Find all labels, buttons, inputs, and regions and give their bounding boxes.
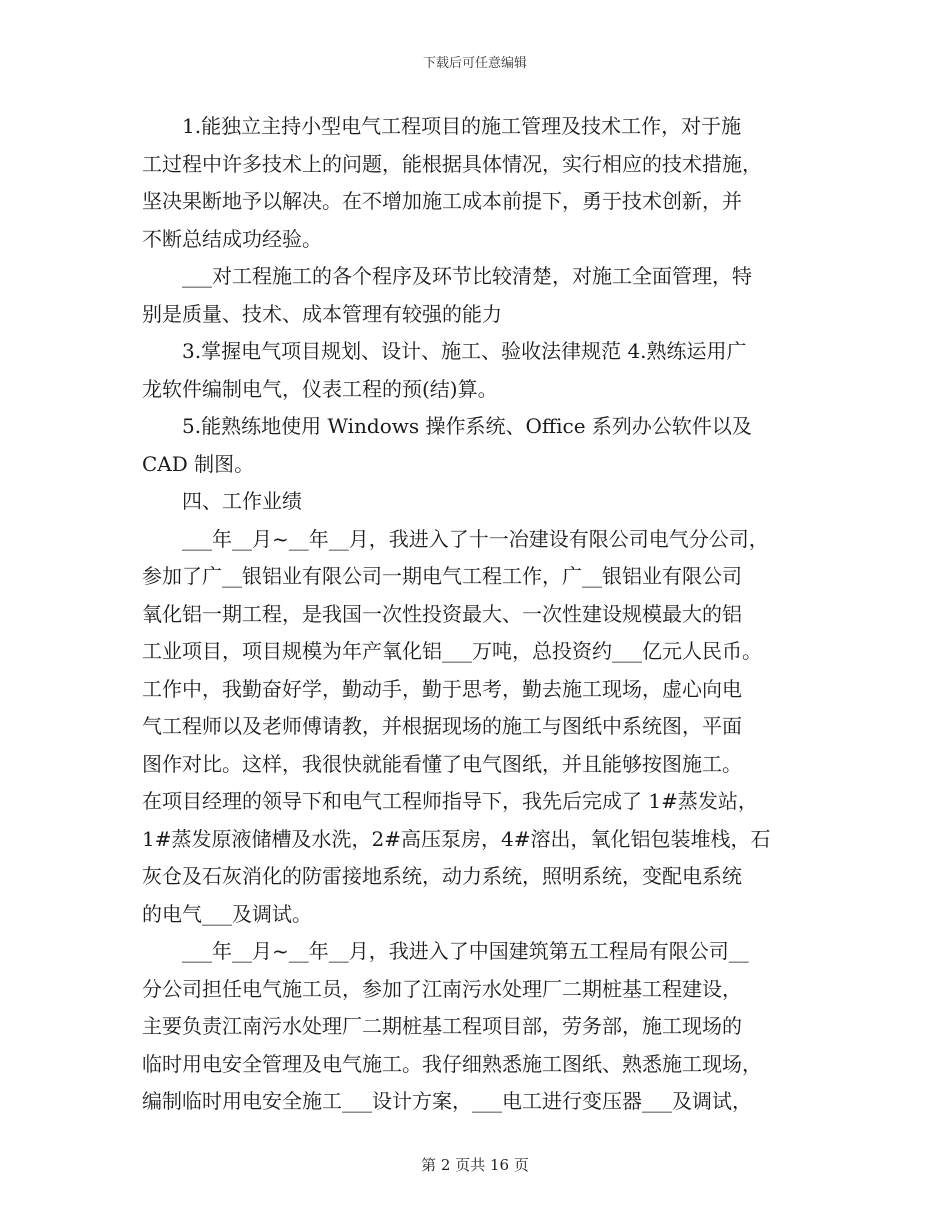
text-line: 龙软件编制电气，仪表工程的预(结)算。 bbox=[142, 376, 498, 401]
text-line: 图作对比。这样，我很快就能看懂了电气图纸，并且能够按图施工。 bbox=[142, 751, 742, 776]
text-line: 别是质量、技术、成本管理有较强的能力 bbox=[142, 301, 502, 326]
text-line: 临时用电安全管理及电气施工。我仔细熟悉施工图纸、熟悉施工现场， bbox=[142, 1051, 762, 1076]
text-line: 不断总结成功经验。 bbox=[142, 226, 322, 251]
text-line: 气工程师以及老师傅请教，并根据现场的施工与图纸中系统图，平面 bbox=[142, 714, 742, 738]
text-line: ___年__月~__年__月，我进入了中国建筑第五工程局有限公司__ bbox=[182, 939, 749, 963]
section-heading: 四、工作业绩 bbox=[182, 489, 302, 513]
text-line: ___对工程施工的各个程序及环节比较清楚，对施工全面管理，特 bbox=[182, 264, 752, 288]
text-line: 编制临时用电安全施工___设计方案，___电工进行变压器___及调试， bbox=[142, 1089, 752, 1113]
text-line: 的电气___及调试。 bbox=[142, 901, 312, 926]
text-line: 在项目经理的领导下和电气工程师指导下，我先后完成了 1#蒸发站， bbox=[142, 789, 758, 813]
page-header: 下载后可任意编辑 bbox=[422, 56, 527, 71]
text-line: 5.能熟练地使用 Windows 操作系统、Office 系列办公软件以及 bbox=[182, 414, 752, 438]
text-line: ___年__月~__年__月，我进入了十一冶建设有限公司电气分公司， bbox=[182, 526, 769, 551]
text-line: 工业项目，项目规模为年产氧化铝___万吨，总投资约___亿元人民币。 bbox=[142, 639, 762, 663]
text-line: 1#蒸发原液储槽及水洗，2#高压泵房，4#溶出，氧化铝包装堆栈，石 bbox=[142, 826, 771, 851]
text-line: 分公司担任电气施工员，参加了江南污水处理厂二期桩基工程建设， bbox=[142, 976, 742, 1001]
text-line: 工作中，我勤奋好学，勤动手，勤于思考，勤去施工现场，虚心向电 bbox=[142, 676, 742, 701]
document-body bbox=[142, 108, 810, 1121]
page-footer: 第 2 页共 16 页 bbox=[421, 1156, 529, 1174]
text-line: 氧化铝一期工程，是我国一次性投资最大、一次性建设规模最大的铝 bbox=[142, 601, 742, 626]
text-line: CAD 制图。 bbox=[142, 451, 255, 476]
text-line: 1.能独立主持小型电气工程项目的施工管理及技术工作，对于施 bbox=[182, 114, 742, 138]
text-line: 坚决果断地予以解决。在不增加施工成本前提下，勇于技术创新，并 bbox=[142, 189, 742, 213]
text-line: 3.掌握电气项目规划、设计、施工、验收法律规范 4.熟练运用广 bbox=[182, 339, 747, 363]
text-line: 灰仓及石灰消化的防雷接地系统，动力系统，照明系统，变配电系统 bbox=[142, 864, 742, 888]
text-line: 主要负责江南污水处理厂二期桩基工程项目部，劳务部，施工现场的 bbox=[142, 1014, 742, 1038]
text-line: 参加了广__银铝业有限公司一期电气工程工作，广__银铝业有限公司 bbox=[142, 564, 742, 588]
text-line: 工过程中许多技术上的问题，能根据具体情况，实行相应的技术措施， bbox=[142, 151, 762, 176]
